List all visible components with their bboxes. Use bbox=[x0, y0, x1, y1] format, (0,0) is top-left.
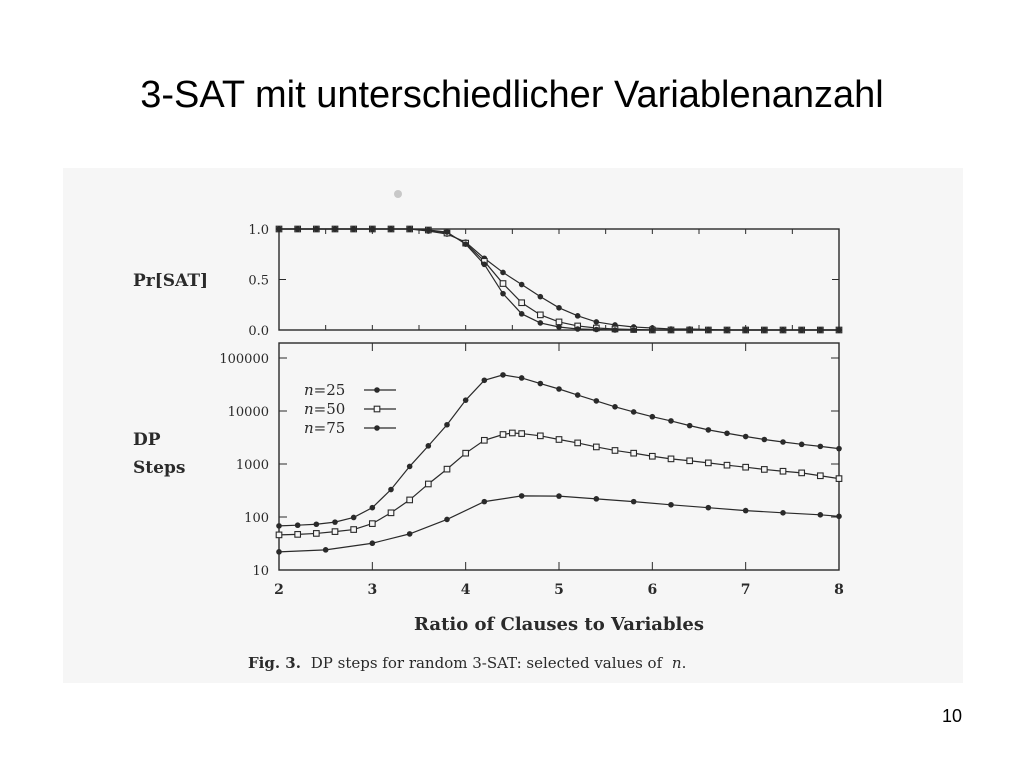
dp-point-n-50 bbox=[426, 481, 432, 487]
prsat-point bbox=[556, 324, 562, 330]
dp-point-n-50 bbox=[594, 444, 600, 450]
dp-ytick-label: 100 bbox=[244, 511, 269, 526]
prsat-point bbox=[836, 327, 842, 333]
dp-point-n-75 bbox=[444, 422, 450, 428]
dp-point-n-75 bbox=[780, 439, 786, 445]
legend-value: =75 bbox=[313, 419, 346, 437]
dp-point-n-50 bbox=[482, 438, 488, 444]
dp-point-n-50 bbox=[370, 521, 376, 527]
dp-point-n-50 bbox=[818, 473, 824, 479]
legend-value: =25 bbox=[313, 381, 346, 399]
prsat-point bbox=[407, 226, 413, 232]
prsat-point bbox=[799, 327, 805, 333]
prsat-point bbox=[370, 226, 376, 232]
dp-point-n-50 bbox=[332, 529, 338, 535]
x-axis-title: Ratio of Clauses to Variables bbox=[414, 614, 704, 635]
dp-point-n-50 bbox=[407, 497, 413, 503]
legend-label bbox=[304, 400, 345, 418]
dp-point-n-50 bbox=[556, 437, 562, 443]
prsat-point bbox=[556, 319, 562, 325]
dp-point-n-50 bbox=[799, 470, 805, 476]
scan-speck bbox=[394, 190, 402, 198]
prsat-point bbox=[724, 327, 730, 333]
prsat-point bbox=[780, 327, 786, 333]
dp-plot-frame bbox=[279, 343, 839, 570]
dp-point-n-75 bbox=[314, 521, 320, 527]
dp-point-n-25 bbox=[594, 496, 600, 502]
dp-point-n-50 bbox=[510, 430, 516, 436]
prsat-point bbox=[575, 326, 581, 332]
dp-point-n-75 bbox=[650, 414, 656, 420]
prsat-point bbox=[519, 282, 525, 288]
dp-point-n-75 bbox=[556, 386, 562, 392]
prsat-point bbox=[594, 327, 600, 333]
dp-point-n-25 bbox=[556, 493, 562, 499]
figure-caption bbox=[248, 654, 686, 672]
legend-var: n bbox=[304, 381, 314, 399]
dp-point-n-50 bbox=[724, 462, 730, 468]
dp-point-n-75 bbox=[575, 392, 581, 398]
dp-point-n-25 bbox=[706, 505, 712, 511]
dp-point-n-25 bbox=[836, 514, 842, 520]
prsat-series-line-3 bbox=[279, 229, 839, 330]
dp-ylabel-line1: DP bbox=[133, 430, 161, 450]
dp-point-n-75 bbox=[799, 442, 805, 448]
dp-point-n-75 bbox=[332, 519, 338, 525]
prsat-point bbox=[706, 327, 712, 333]
dp-point-n-75 bbox=[762, 437, 768, 443]
dp-point-n-50 bbox=[668, 456, 674, 462]
dp-point-n-50 bbox=[575, 440, 581, 446]
prsat-point bbox=[276, 226, 282, 232]
caption-var: n bbox=[671, 654, 682, 672]
prsat-point bbox=[444, 229, 450, 235]
legend-label bbox=[304, 381, 345, 399]
prsat-point bbox=[594, 319, 600, 325]
dp-point-n-25 bbox=[668, 502, 674, 508]
legend-value: =50 bbox=[313, 400, 346, 418]
dp-point-n-75 bbox=[295, 522, 301, 528]
prsat-point bbox=[743, 327, 749, 333]
dp-point-n-75 bbox=[276, 523, 282, 529]
prsat-point bbox=[575, 313, 581, 319]
prsat-point bbox=[538, 294, 544, 300]
dp-point-n-50 bbox=[836, 476, 842, 482]
dp-point-n-75 bbox=[687, 423, 693, 429]
prsat-ytick-label: 1.0 bbox=[248, 223, 269, 238]
dp-point-n-75 bbox=[407, 464, 413, 470]
dp-point-n-75 bbox=[538, 381, 544, 387]
prsat-point bbox=[388, 226, 394, 232]
dp-series-line-n-75 bbox=[279, 375, 839, 526]
prsat-point bbox=[687, 327, 693, 333]
dp-point-n-75 bbox=[836, 446, 842, 452]
dp-point-n-25 bbox=[743, 508, 749, 514]
dp-point-n-50 bbox=[687, 458, 693, 464]
dp-point-n-50 bbox=[631, 450, 637, 456]
page-number: 10 bbox=[941, 706, 962, 726]
dp-series-line-n-50 bbox=[279, 433, 839, 535]
dp-point-n-75 bbox=[482, 377, 488, 383]
prsat-point bbox=[332, 226, 338, 232]
dp-point-n-50 bbox=[314, 531, 320, 537]
dp-point-n-50 bbox=[780, 468, 786, 474]
dp-point-n-25 bbox=[780, 510, 786, 516]
dp-point-n-25 bbox=[276, 549, 282, 555]
prsat-point bbox=[500, 281, 506, 287]
dp-point-n-50 bbox=[500, 432, 506, 438]
dp-point-n-50 bbox=[463, 450, 469, 456]
legend-marker bbox=[374, 406, 380, 412]
dp-point-n-75 bbox=[706, 427, 712, 433]
dp-ytick-label: 10 bbox=[252, 564, 269, 579]
prsat-point bbox=[482, 262, 488, 268]
dp-point-n-25 bbox=[631, 499, 637, 505]
dp-point-n-50 bbox=[388, 510, 394, 516]
dp-point-n-75 bbox=[351, 515, 357, 521]
prsat-point bbox=[556, 305, 562, 311]
caption-text: DP steps for random 3-SAT: selected values of bbox=[310, 654, 663, 672]
dp-point-n-50 bbox=[743, 464, 749, 470]
dp-point-n-75 bbox=[668, 418, 674, 424]
dp-point-n-50 bbox=[538, 433, 544, 439]
prsat-point bbox=[314, 226, 320, 232]
dp-point-n-75 bbox=[463, 397, 469, 403]
dp-point-n-75 bbox=[426, 443, 432, 449]
dp-point-n-75 bbox=[631, 409, 637, 415]
prsat-point bbox=[295, 226, 301, 232]
dp-point-n-75 bbox=[500, 372, 506, 378]
prsat-point bbox=[668, 327, 674, 333]
x-tick-label: 2 bbox=[274, 582, 284, 598]
prsat-ylabel: Pr[SAT] bbox=[133, 271, 209, 291]
prsat-point bbox=[631, 327, 637, 333]
prsat-point bbox=[650, 327, 656, 333]
x-tick-label: 7 bbox=[740, 582, 751, 598]
dp-point-n-75 bbox=[818, 444, 824, 450]
legend-var: n bbox=[304, 400, 314, 418]
dp-point-n-50 bbox=[650, 453, 656, 459]
dp-point-n-75 bbox=[743, 434, 749, 440]
dp-point-n-75 bbox=[612, 404, 618, 410]
x-tick-label: 4 bbox=[460, 582, 471, 598]
prsat-point bbox=[538, 320, 544, 326]
dp-point-n-50 bbox=[276, 532, 282, 538]
prsat-point bbox=[500, 270, 506, 276]
legend-label bbox=[304, 419, 345, 437]
prsat-point bbox=[351, 226, 357, 232]
dp-point-n-75 bbox=[519, 375, 525, 381]
legend-marker bbox=[374, 425, 380, 431]
dp-point-n-75 bbox=[388, 487, 394, 493]
dp-point-n-75 bbox=[370, 505, 376, 511]
dp-point-n-50 bbox=[706, 460, 712, 466]
dp-point-n-50 bbox=[351, 527, 357, 533]
dp-ytick-label: 1000 bbox=[235, 458, 269, 473]
prsat-point bbox=[612, 327, 618, 333]
prsat-point bbox=[426, 227, 432, 233]
legend-var: n bbox=[304, 419, 314, 437]
prsat-ytick-label: 0.0 bbox=[248, 324, 269, 339]
dp-point-n-25 bbox=[370, 540, 376, 546]
slide-title: 3-SAT mit unterschiedlicher Variablenanzahl bbox=[140, 74, 884, 116]
prsat-series-line-1 bbox=[279, 229, 839, 330]
dp-point-n-25 bbox=[818, 512, 824, 518]
chart-legend bbox=[304, 381, 396, 437]
dp-point-n-75 bbox=[594, 398, 600, 404]
dp-point-n-25 bbox=[444, 517, 450, 523]
prsat-point bbox=[463, 241, 469, 247]
prsat-series-line-2 bbox=[279, 229, 839, 330]
prsat-point bbox=[762, 327, 768, 333]
caption-prefix: Fig. 3. bbox=[248, 654, 301, 672]
x-tick-label: 8 bbox=[834, 582, 844, 598]
x-tick-label: 5 bbox=[554, 582, 564, 598]
dp-point-n-25 bbox=[482, 499, 488, 505]
legend-marker bbox=[374, 387, 380, 393]
dp-point-n-50 bbox=[612, 448, 618, 454]
prsat-point bbox=[519, 300, 525, 306]
dp-point-n-25 bbox=[407, 531, 413, 537]
x-tick-label: 6 bbox=[647, 582, 658, 598]
caption-end: . bbox=[681, 654, 687, 672]
dp-point-n-50 bbox=[762, 467, 768, 473]
x-tick-label: 3 bbox=[367, 582, 378, 598]
dp-point-n-75 bbox=[724, 430, 730, 436]
dp-point-n-50 bbox=[295, 532, 301, 538]
dp-point-n-50 bbox=[519, 431, 525, 437]
dp-point-n-25 bbox=[519, 493, 525, 499]
prsat-point bbox=[538, 312, 544, 318]
dp-point-n-25 bbox=[323, 547, 329, 553]
prsat-plot-frame bbox=[279, 229, 839, 330]
prsat-ytick-label: 0.5 bbox=[248, 273, 269, 289]
prsat-point bbox=[818, 327, 824, 333]
dp-ytick-label: 10000 bbox=[227, 405, 269, 420]
dp-ylabel-line2: Steps bbox=[133, 458, 186, 478]
dp-point-n-50 bbox=[444, 466, 450, 472]
prsat-point bbox=[500, 291, 506, 297]
dp-series-line-n-25 bbox=[279, 496, 839, 552]
dp-ytick-label: 100000 bbox=[219, 352, 269, 367]
prsat-point bbox=[519, 311, 525, 317]
